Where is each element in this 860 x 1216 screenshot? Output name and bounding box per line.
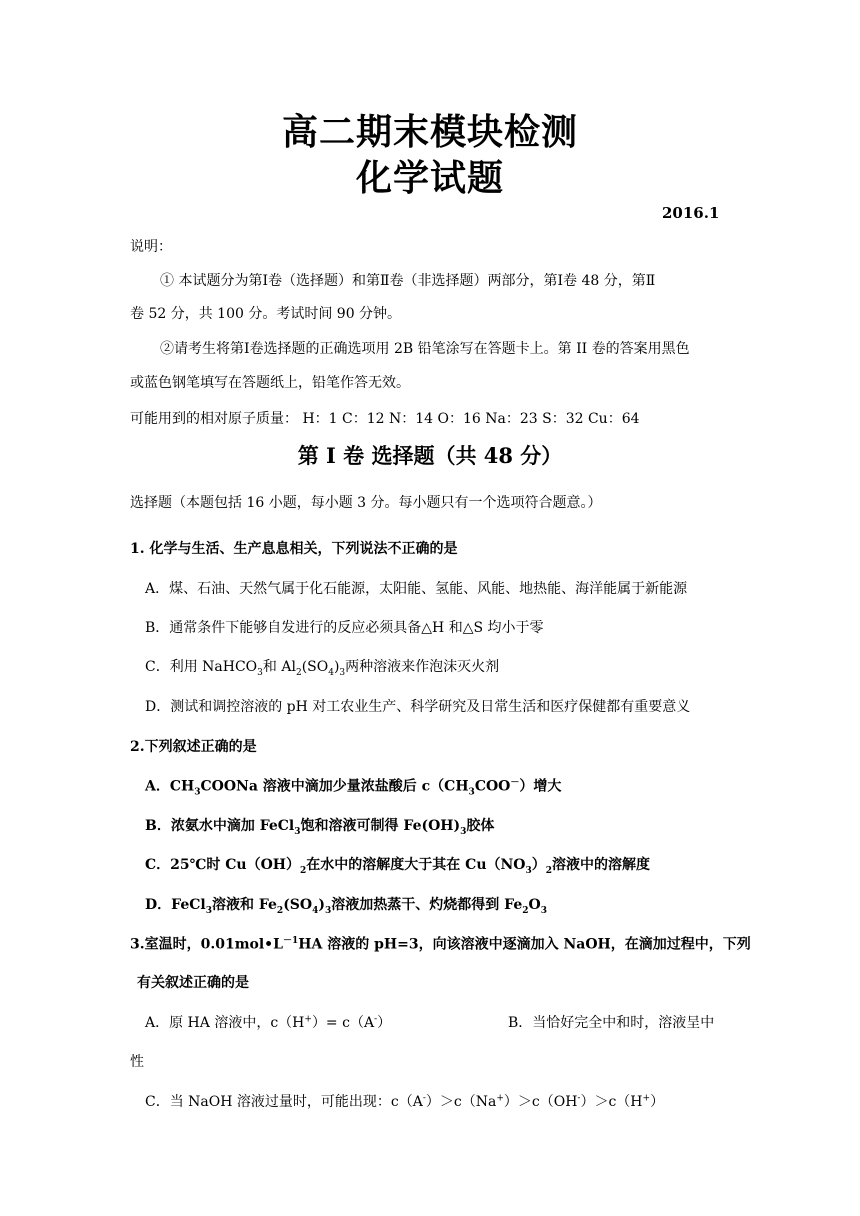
q3-option-b-line2: 性 bbox=[130, 1054, 144, 1070]
instructions-label: 说明： bbox=[130, 239, 172, 255]
instruction-item1-line2: 卷 52 分，共 100 分。考试时间 90 分钟。 bbox=[130, 306, 402, 322]
q1-option-d: D．测试和调控溶液的 pH 对工农业生产、科学研究及日常生活和医疗保健都有重要意义 bbox=[145, 699, 691, 715]
q1-option-b: B．通常条件下能够自发进行的反应必须具备△H 和△S 均小于零 bbox=[145, 620, 544, 636]
instruction-item1-line1: ① 本试题分为第Ⅰ卷（选择题）和第Ⅱ卷（非选择题）两部分，第Ⅰ卷 48 分，第Ⅱ bbox=[160, 273, 656, 289]
q2-option-c: C．25℃时 $Cu(OH)_2$在水中的溶解度大于其在 $Cu(NO_3)_2$溶液中的溶解度 bbox=[145, 857, 651, 876]
q3-stem-line1: 3.室温时，$0.01mol•L^{-1}HA$ 溶液的 pH=3，向该溶液中逐滴加入 NaOH，在滴加过程中，下列 bbox=[130, 936, 751, 953]
instruction-item2-line2: 或蓝色钢笔填写在答题纸上，铅笔作答无效。 bbox=[130, 375, 410, 391]
q1-option-c: C．利用 NaHCO$_3$和 $Al_2(SO_4)_3$两种溶液来作泡沫灭火剂 bbox=[145, 659, 500, 678]
q2-option-a: A．$CH_3COONa$ 溶液中滴加少量浓盐酸后 $c(CH_3COO^-)$增大 bbox=[145, 778, 562, 798]
q2-stem: 2.下列叙述正确的是 bbox=[130, 739, 257, 755]
q3-option-b-line1: B．当恰好完全中和时，溶液呈中 bbox=[508, 1015, 715, 1031]
q2-option-d: D．FeCl$_3$溶液和 $Fe_2(SO_4)_3$溶液加热蒸干、灼烧都得到 $Fe_2O_3$ bbox=[145, 897, 547, 916]
exam-title: 高二期末模块检测 bbox=[281, 111, 578, 153]
q3-stem-line2: 有关叙述正确的是 bbox=[137, 975, 249, 991]
atomic-masses: 可能用到的相对原子质量： H：1 C：12 N：14 O：16 Na：23 S：32 Cu：64 bbox=[130, 411, 640, 427]
exam-subtitle: 化学试题 bbox=[355, 157, 504, 199]
q1-option-a: A．煤、石油、天然气属于化石能源，太阳能、氢能、风能、地热能、海洋能属于新能源 bbox=[145, 581, 688, 597]
q3-option-c: C．当 NaOH 溶液过量时，可能出现：c（A-）＞c（Na+）＞c（OH-）＞c（H+） bbox=[145, 1093, 665, 1110]
section-title: 第 I 卷 选择题（共 48 分） bbox=[297, 443, 563, 468]
section-intro: 选择题（本题包括 16 小题，每小题 3 分。每小题只有一个选项符合题意。） bbox=[130, 495, 602, 511]
q3-option-a: A．原 HA 溶液中，c（H+）= c（A-） bbox=[145, 1014, 392, 1031]
instruction-item2-line1: ②请考生将第Ⅰ卷选择题的正确选项用 2B 铅笔涂写在答题卡上。第 II 卷的答案用黑色 bbox=[160, 341, 690, 357]
q1-stem: 1. 化学与生活、生产息息相关，下列说法不正确的是 bbox=[130, 541, 458, 557]
q2-option-b: B．浓氨水中滴加 FeCl$_3$饱和溶液可制得 $Fe(OH)_3$胶体 bbox=[145, 818, 495, 837]
exam-date: 2016.1 bbox=[662, 204, 720, 222]
